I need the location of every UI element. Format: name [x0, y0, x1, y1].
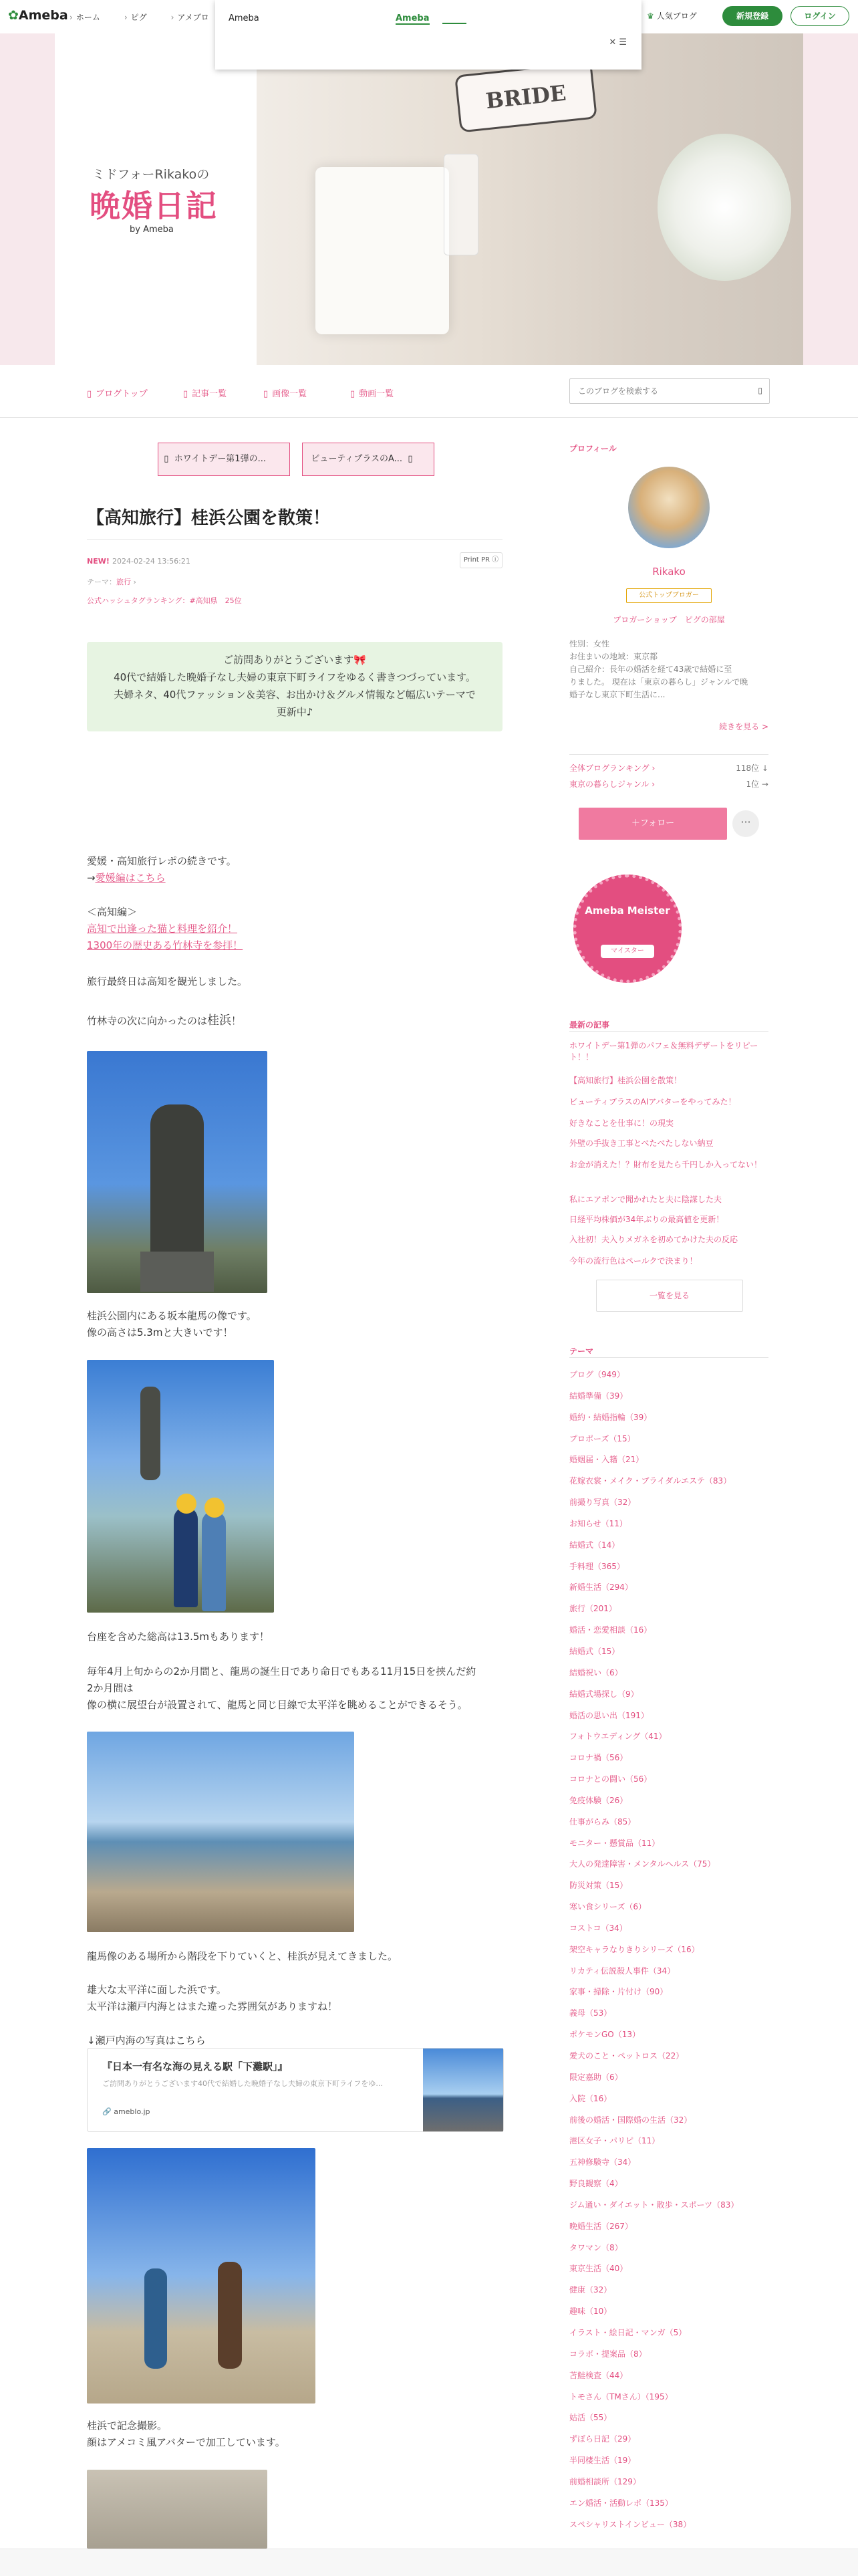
profile-heading: プロフィール [569, 444, 617, 453]
recent-article-link[interactable]: 入社初！夫入りメガネを初めてかけた夫の反応 [569, 1235, 738, 1244]
card-site-text: ameblo.jp [114, 2107, 150, 2116]
theme-link[interactable]: 愛犬のこと・ペットロス（22） [569, 2051, 684, 2061]
katsurahama-sea-photo[interactable] [87, 1732, 354, 1932]
ehime-link[interactable]: 愛媛編はこちら [95, 872, 166, 884]
theme-link[interactable]: 寒い食シリーズ（6） [569, 1902, 647, 1912]
theme-link[interactable]: 晩婚生活（267） [569, 2221, 633, 2231]
recent-article-link[interactable]: 【高知旅行】桂浜公園を散策！ [569, 1076, 682, 1085]
theme-link[interactable]: フォトウエディング（41） [569, 1732, 667, 1742]
kochi-heading: ＜高知編＞ [87, 906, 138, 918]
theme-link[interactable]: 野良観察（4） [569, 2179, 623, 2189]
nav-ameblo[interactable]: › アメブロ [171, 11, 209, 23]
profile-links[interactable]: プロガーショップ ピグの部屋 [613, 615, 725, 624]
official-blogger-badge: 公式トップブロガー [626, 588, 712, 603]
theme-link[interactable]: トモさん（TMさん）（195） [569, 2391, 673, 2402]
ranking-value: 1位 → [746, 780, 768, 789]
text-segment: ！ [231, 1015, 242, 1027]
profile-info-line: りました。 現在は「東京の暮らし」ジャンルで晩 [569, 677, 748, 687]
greeting-line-2: 40代で結婚した晩婚子なし夫婦の東京下町ライフをゆるく書きつづっています。 [114, 671, 476, 683]
theme-list [569, 1364, 768, 2535]
person-figure [144, 2268, 167, 2369]
recent-article-link[interactable]: お金が消えた！？財布を見たら千円しか入ってない！ [569, 1160, 762, 1169]
beach-photo[interactable] [87, 2148, 315, 2404]
greeting-line-3: 夫婦ネタ、40代ファッション＆美容、お出かけ＆グルメ情報など幅広いテーマで [114, 689, 476, 701]
recent-article-link[interactable]: 日経平均株価が34年ぶりの最高値を更新！ [569, 1215, 724, 1224]
next-article-button[interactable] [302, 443, 434, 476]
popup-close-button[interactable]: ✕ ☰ [609, 37, 627, 47]
recent-article-link[interactable]: ホワイトデー第1弾のパフェ＆無料デザートをリピート！！ [569, 1041, 758, 1062]
chevron-right-icon: › [131, 578, 136, 586]
blog-search [569, 378, 770, 404]
chevron-left-icon: ▯ [164, 454, 169, 464]
link-icon: 🔗 [102, 2107, 114, 2116]
caption-line: 桂浜で記念撮影。 [87, 2420, 168, 2432]
header-photo [257, 33, 803, 365]
caption-line: 像の高さは5.3mと大きいです！ [87, 1326, 233, 1338]
nav-image-list[interactable]: ▯ 画像一覧 [263, 386, 307, 399]
recent-article-link[interactable]: 今年の流行色はペールクで決まり！ [569, 1256, 698, 1266]
wedding-cake-image [315, 167, 449, 334]
print-pr-button[interactable]: Print PR ⓘ [460, 552, 503, 568]
theme-link[interactable]: ポケモンGO（13） [569, 2030, 641, 2040]
caption-photo [87, 2418, 285, 2451]
ameba-meister-badge[interactable] [573, 874, 682, 983]
statue-base [140, 1252, 214, 1292]
recent-divider [569, 1031, 768, 1032]
person-figure [218, 2262, 242, 2369]
statue-figure [140, 1387, 160, 1480]
theme-link[interactable]: 婚活の思い出（191） [569, 1710, 649, 1720]
nav-blog-top[interactable]: ▯ ブログトップ [87, 386, 148, 399]
theme-link[interactable]: 結婚式（15） [569, 1646, 620, 1656]
search-icon[interactable]: ▯ [758, 386, 762, 395]
theme-link[interactable]: 架空キャラなりきりシリーズ（16） [569, 1944, 700, 1954]
login-button[interactable]: ログイン [791, 6, 849, 26]
nav-video-list[interactable]: ▯ 動画一覧 [350, 386, 394, 399]
statue-figure [150, 1104, 204, 1272]
prev-article-label: ホワイトデー第1弾の... [174, 454, 266, 464]
theme-link[interactable]: モニター・懸賞品（11） [569, 1838, 660, 1848]
recent-article-link[interactable]: ビューティプラスのAIアバターをやってみた！ [569, 1097, 736, 1106]
theme-link[interactable]: 入院（16） [569, 2093, 612, 2103]
ranking-label: 東京の暮らしジャンル [569, 780, 650, 789]
popular-blog-label: 人気ブログ [656, 11, 697, 21]
paragraph-line: 毎年4月上旬からの2か月間と、龍馬の誕生日であり命日でもある11月15日を挟んだ約 [87, 1665, 476, 1677]
kochi-links [87, 904, 243, 954]
theme-link[interactable]: イラスト・絵日記・マンガ（5） [569, 2327, 687, 2337]
theme-divider [569, 1357, 768, 1358]
card-thumbnail [423, 2048, 503, 2131]
by-ameba: by Ameba [130, 225, 174, 235]
theme-link[interactable]: 姑活（55） [569, 2413, 612, 2423]
ameba-logo[interactable] [8, 8, 68, 23]
recent-articles-heading: 最新の記事 [569, 1020, 610, 1030]
theme-link[interactable]: タワマン（8） [569, 2242, 623, 2252]
theme-link[interactable]: コラボ・提案品（8） [569, 2349, 647, 2359]
nav-home[interactable]: › ホーム [69, 11, 100, 23]
theme-link[interactable]: 防災対策（15） [569, 1881, 628, 1891]
new-badge: NEW! [87, 557, 110, 566]
theme-link[interactable]: 義母（53） [569, 2008, 612, 2018]
see-all-articles-button[interactable]: 一覧を見る [596, 1280, 743, 1312]
card-title: 『日本一有名な海の見える駅「下灘駅」』 [102, 2061, 288, 2073]
profile-info-line: 婚子なし東京下町生活に... [569, 690, 666, 699]
person-figure [202, 1511, 226, 1611]
arrow-icon: → [87, 872, 96, 884]
next-photo[interactable] [87, 2470, 267, 2549]
greeting-line-4: 更新中♪ [276, 706, 313, 718]
link-card-shimonada[interactable] [87, 2048, 504, 2132]
theme-link[interactable]: 大人の発達障害・メンタルヘルス（75） [569, 1859, 716, 1869]
recent-article-link[interactable]: 私にエアポンで聞かれたと夫に陰謀した夫 [569, 1195, 722, 1204]
blog-header[interactable] [55, 33, 803, 365]
theme-link[interactable]: 免疫体験（26） [569, 1795, 628, 1805]
theme-link[interactable]: 旅行 [116, 578, 131, 586]
recent-article-link[interactable]: 好きなことを仕事に！の現実 [569, 1119, 674, 1128]
paragraph-line: 像の横に展望台が設置されて、龍馬と同じ目線で太平洋を眺めることができるそう。 [87, 1699, 468, 1711]
theme-link[interactable]: 婚姻届・入籍（21） [569, 1455, 644, 1465]
profile-more-link[interactable]: 続きを見る > [719, 722, 768, 731]
overall-ranking[interactable] [569, 762, 768, 774]
chevron-right-icon: › [649, 764, 656, 773]
theme-link[interactable]: ずぼら日記（29） [569, 2434, 636, 2444]
article-title: 【高知旅行】桂浜公園を散策！ [87, 508, 331, 528]
ranking-label: 全体ブログランキング [569, 764, 650, 773]
theme-heading: テーマ [569, 1346, 594, 1356]
intro-paragraph [87, 853, 237, 887]
theme-link[interactable]: 健康（32） [569, 2285, 612, 2295]
genre-ranking[interactable] [569, 778, 768, 790]
smiley-icon [176, 1494, 196, 1514]
paragraph-observation-deck [87, 1663, 476, 1714]
text-segment: 竹林寺の次に向かったのは [87, 1015, 208, 1027]
theme-link[interactable]: 結婚祝い（6） [569, 1667, 623, 1677]
paragraph-line: 太平洋は瀬戸内海とはまた違った雰囲気がありますね！ [87, 2000, 338, 2012]
theme-link[interactable]: 半同棲生活（19） [569, 2456, 636, 2466]
theme-link[interactable]: 仕事がらみ（85） [569, 1817, 636, 1827]
card-description: ご訪問ありがとうございます40代で結婚した晩婚子なし夫婦の東京下町ライフをゆ... [102, 2079, 383, 2088]
follow-button[interactable]: ＋フォロー [579, 808, 727, 840]
theme-link[interactable]: コロナ禍（56） [569, 1753, 628, 1763]
ryoma-statue-photo[interactable] [87, 1051, 267, 1293]
more-options-button[interactable]: ··· [732, 810, 759, 837]
theme-link[interactable]: 前婚相談所（129） [569, 2476, 641, 2486]
theme-link[interactable]: 手料理（365） [569, 1561, 625, 1571]
caption-line: 顔はアメコミ風アバターで加工しています。 [87, 2436, 285, 2448]
ameba-logo-icon: ✿ [8, 8, 19, 23]
crown-icon: ♛ [647, 11, 654, 21]
hashtag-ranking[interactable]: 公式ハッシュタグランキング：#高知県 25位 [87, 596, 242, 605]
katsurahama-emphasis: 桂浜 [207, 1014, 232, 1028]
global-nav [69, 11, 209, 23]
theme-link[interactable]: ジム通い・ダイエット・散歩・スポーツ（83） [569, 2200, 739, 2210]
nav-article-list[interactable]: ▯ 記事一覧 [183, 386, 227, 399]
title-divider [87, 539, 503, 540]
article-theme [87, 576, 136, 587]
theme-link[interactable]: 趣味（10） [569, 2307, 612, 2317]
couple-statue-photo[interactable] [87, 1360, 274, 1613]
theme-link[interactable]: 旅行（201） [569, 1604, 617, 1614]
chevron-right-icon: ▯ [408, 454, 413, 464]
theme-link[interactable]: 婚活・恋愛相談（16） [569, 1625, 652, 1635]
popular-blog-link[interactable] [647, 10, 697, 21]
paragraph-line: 2か月間は [87, 1682, 134, 1694]
bride-sign: BRIDE [454, 61, 597, 132]
theme-link[interactable]: 家事・掃除・片付け（90） [569, 1987, 668, 1997]
paragraph-line: 雄大な太平洋に面した浜です。 [87, 1984, 227, 1996]
theme-link[interactable]: 新婚生活（294） [569, 1583, 633, 1593]
theme-link[interactable]: ブログ（949） [569, 1370, 625, 1379]
blog-subtitle: ミドフォーRikakoの [92, 167, 210, 182]
theme-link[interactable]: プロポーズ（15） [569, 1433, 635, 1443]
theme-link[interactable]: 前撮り写真（32） [569, 1498, 636, 1508]
meister-title: Ameba Meister [585, 905, 670, 917]
setonaikai-note: ↓瀬戸内海の写真はこちら [87, 2034, 206, 2046]
profile-info-line: 性別：女性 [569, 639, 610, 649]
paragraph-sightseeing: 旅行最終日は高知を観光しました。 [87, 975, 248, 987]
caption-stairs: 龍馬像のある場所から階段を下りていくと、桂浜が見えてきました。 [87, 1950, 398, 1962]
person-figure [174, 1507, 198, 1607]
theme-link[interactable]: 結婚準備（39） [569, 1391, 628, 1401]
theme-link[interactable]: 東京生活（40） [569, 2264, 628, 2274]
profile-divider [569, 754, 768, 755]
theme-link[interactable]: 結婚式場探し（9） [569, 1689, 639, 1699]
popup-tab-underline [442, 23, 466, 24]
theme-link[interactable]: 花嫁衣裳・メイク・ブライダルエステ（83） [569, 1476, 732, 1486]
ehime-link-line [87, 870, 237, 887]
theme-link[interactable]: 結婚式（14） [569, 1540, 620, 1550]
paragraph-katsurahama [87, 1012, 241, 1030]
caption-statue [87, 1308, 257, 1341]
blog-nav [0, 365, 858, 418]
theme-link[interactable]: コストコ（34） [569, 1923, 627, 1933]
theme-link[interactable]: 前後の婚活・国際婚の生活（32） [569, 2115, 692, 2125]
bouquet-image [658, 134, 791, 281]
smiley-icon [204, 1498, 225, 1518]
theme-link[interactable]: お知らせ（11） [569, 1518, 627, 1528]
theme-link[interactable]: 五神修験寺（34） [569, 2157, 636, 2168]
theme-link[interactable]: 婚約・結婚指輪（39） [569, 1412, 652, 1422]
card-site [102, 2107, 150, 2116]
ameba-logo-text: Ameba [18, 8, 68, 23]
ameba-header-popup [215, 0, 641, 70]
popup-brand-tab[interactable]: Ameba [396, 13, 430, 23]
blog-title: 晩婚日記 [90, 188, 218, 224]
chikurinji-link[interactable]: 1300年の歴史ある竹林寺を参拝！ [87, 939, 243, 951]
next-article-label: ビューティプラスのA... [311, 454, 403, 464]
ranking-value: 118位 ↓ [736, 764, 768, 773]
recent-article-link[interactable]: 外壁の手抜き工事とべたべたしない納豆 [569, 1139, 714, 1148]
profile-info-line: 自己紹介：長年の婚活を経て43歳で結婚に至 [569, 665, 732, 674]
intro-text: 愛媛・高知旅行レポの続きです。 [87, 855, 237, 867]
article-date: 2024-02-24 13:56:21 [112, 557, 190, 566]
prev-article-button[interactable] [158, 443, 290, 476]
caption-line: 桂浜公園内にある坂本龍馬の像です。 [87, 1310, 257, 1322]
greeting-box [87, 642, 503, 731]
profile-name[interactable]: Rikako [652, 566, 686, 578]
theme-link[interactable]: コロナとの闘い（56） [569, 1774, 652, 1784]
profile-avatar[interactable] [628, 467, 710, 548]
profile-info [569, 638, 768, 701]
meister-label: マイスター [601, 945, 654, 958]
bottom-bar [0, 2549, 858, 2576]
register-button[interactable]: 新規登録 [722, 6, 782, 26]
profile-info-line: お住まいの地域：東京都 [569, 652, 658, 661]
chevron-right-icon: › [649, 780, 656, 789]
theme-label: テーマ： [87, 578, 116, 586]
theme-link[interactable]: 港区女子・パリピ（11） [569, 2136, 660, 2146]
nav-pigg[interactable]: › ピグ [124, 11, 147, 23]
blog-search-input[interactable] [577, 379, 740, 403]
popup-label: Ameba [229, 13, 259, 23]
theme-link[interactable]: エン婚活・活動レポ（135） [569, 2498, 673, 2508]
theme-link[interactable]: 限定嘉助（6） [569, 2072, 623, 2082]
paragraph-pacific [87, 1982, 337, 2015]
glass-vase-image [444, 154, 478, 255]
theme-link[interactable]: リカティ伝説殺人事件（34） [569, 1966, 676, 1976]
greeting-line-1: ご訪問ありがとうございます🎀 [223, 654, 366, 666]
kochi-cat-link[interactable]: 高知で出逢った猫と料理を紹介！ [87, 923, 238, 935]
theme-link[interactable]: スペシャリストインビュー（38） [569, 2519, 692, 2529]
theme-link[interactable]: 苫鮭検査（44） [569, 2370, 628, 2380]
caption-height: 台座を含めた総高は13.5mもあります！ [87, 1631, 270, 1643]
